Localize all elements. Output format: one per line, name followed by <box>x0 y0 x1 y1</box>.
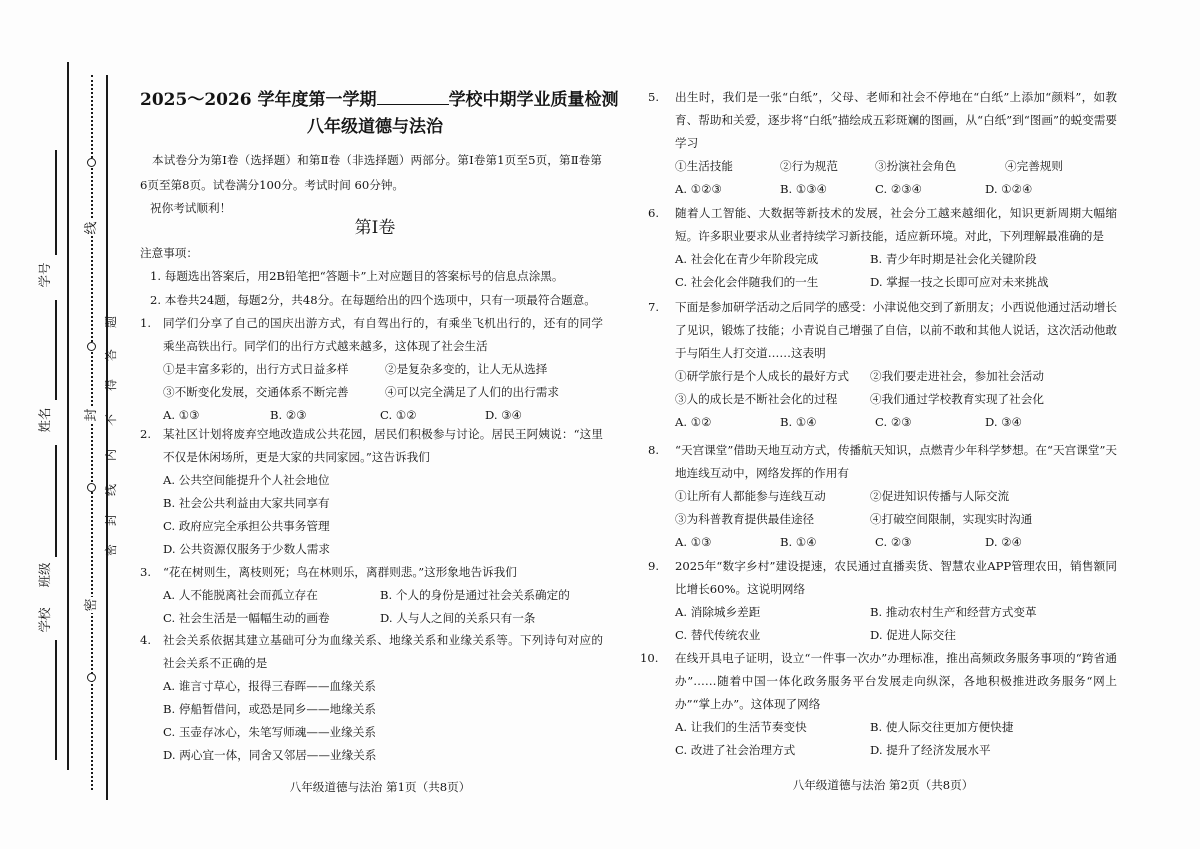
question-stem: 社会关系依据其建立基础可分为血缘关系、地缘关系和业缘关系等。下列诗句对应的社会关系不正确的是 <box>163 633 603 670</box>
exam-intro: 本试卷分为第Ⅰ卷（选择题）和第Ⅱ卷（非选择题）两部分。第Ⅰ卷第1页至5页，第Ⅱ卷第6页至第8页。试卷满分100分。考试时间 60分钟。 <box>140 153 602 192</box>
student-id-underline <box>55 150 57 255</box>
option-c: C. ①② <box>380 408 417 422</box>
statement: ③为科普教育提供最佳途径 <box>675 512 815 526</box>
option-b: B. ①④ <box>780 535 817 549</box>
margin-solid-line <box>67 62 69 770</box>
question-9 <box>648 555 1117 647</box>
seal-mark-xian: 线 <box>84 221 99 235</box>
question-stem: 随着人工智能、大数据等新技术的发展，社会分工越来越细化，知识更新周期大幅缩短。许多职业要求从业者持续学习新技能，适应新环境。对此，下列理解最准确的是 <box>675 206 1117 243</box>
statement-list <box>675 155 1117 178</box>
page-footer: 八年级道德与法治 第1页（共8页） <box>289 780 471 794</box>
question-5 <box>648 86 1117 201</box>
option-d: D. 公共资源仅服务于少数人需求 <box>163 542 330 556</box>
option-list <box>675 411 1117 434</box>
question-stem: 下面是参加研学活动之后同学的感受：小津说他交到了新朋友；小西说他通过活动增长了见识，锻炼了技能；小青说自己增强了自信，以前不敢和其他人说话，这次活动他敢于与陌生人打交道……这表明 <box>675 300 1117 360</box>
statement: ③不断变化发展，交通体系不断完善 <box>163 385 349 399</box>
question-stem: 出生时，我们是一张“白纸”，父母、老师和社会不停地在“白纸”上添加“颜料”，如教育、帮助和关爱，逐步将“白纸”描绘成五彩斑斓的图画，从“白纸”到“图画”的蜕变需要学习 <box>675 90 1117 150</box>
option-d: D. ③④ <box>985 415 1023 429</box>
statement: ①让所有人都能参与连线互动 <box>675 489 826 503</box>
school-underline <box>55 640 57 760</box>
option-b: B. ②③ <box>270 408 307 422</box>
option-list <box>675 178 1117 201</box>
seal-mark-mi: 密 <box>84 598 99 612</box>
statement: ④可以完全满足了人们的出行需求 <box>385 385 559 399</box>
question-number: 3. <box>140 565 152 579</box>
notice-heading: 注意事项： <box>140 246 198 260</box>
class-underline <box>55 445 57 557</box>
option-list <box>675 248 1117 294</box>
option-a: A. ①③ <box>675 535 712 549</box>
warning-char: 线 <box>104 484 118 497</box>
option-list <box>163 584 603 630</box>
name-underline <box>55 300 57 400</box>
student-id-label: 学号 <box>37 262 52 288</box>
seal-circle <box>87 673 96 682</box>
question-stem: 同学们分享了自己的国庆出游方式，有自驾出行的，有乘坐飞机出行的，还有的同学乘坐高铁出行。同学们的出行方式越来越多，这体现了社会生活 <box>163 316 603 353</box>
option-d: D. 掌握一技之长即可应对未来挑战 <box>870 275 1049 289</box>
option-b: B. 个人的身份是通过社会关系确定的 <box>380 588 570 602</box>
option-a: A. 人不能脱离社会而孤立存在 <box>163 588 318 602</box>
statement: ①研学旅行是个人成长的最好方式 <box>675 369 849 383</box>
option-c: C. ②③ <box>875 415 912 429</box>
option-a: A. ①②③ <box>675 182 722 196</box>
margin-inner-line <box>106 75 108 800</box>
statement: ②行为规范 <box>780 159 838 173</box>
question-number: 5. <box>648 90 660 104</box>
question-number: 9. <box>648 559 660 573</box>
option-b: B. 使人际交往更加方便快捷 <box>870 720 1014 734</box>
seal-circle <box>87 483 96 492</box>
exam-title-suffix: 学校中期学业质量检测 <box>448 90 619 110</box>
option-a: A. 消除城乡差距 <box>675 605 761 619</box>
option-a: A. 谁言寸草心，报得三春晖——血缘关系 <box>163 679 376 693</box>
warning-char: 封 <box>104 514 118 527</box>
option-c: C. ②③④ <box>875 182 923 196</box>
statement-list <box>163 358 603 404</box>
question-number: 2. <box>140 427 152 441</box>
option-b: B. 停船暂借问，或恐是同乡——地缘关系 <box>163 702 376 716</box>
warning-char: 密 <box>104 544 118 557</box>
question-3 <box>140 561 603 630</box>
warning-char: 不 <box>104 414 118 427</box>
option-c: C. 玉壶存冰心，朱笔写师魂——业缘关系 <box>163 725 376 739</box>
option-d: D. 提升了经济发展水平 <box>870 743 991 757</box>
exam-title <box>140 88 619 112</box>
option-d: D. ②④ <box>985 535 1023 549</box>
section-title: 第Ⅰ卷 <box>354 218 396 238</box>
option-a: A. 社会化在青少年阶段完成 <box>675 252 819 266</box>
question-number: 6. <box>648 206 660 220</box>
question-stem: 在线开具电子证明，设立“一件事一次办”办理标准，推出高频政务服务事项的“跨省通办”……随着中国一体化政务服务平台发展走向纵深，各地积极推进政务服务“网上办”“掌上办”。这体现了网络 <box>675 651 1117 711</box>
question-4 <box>140 629 603 767</box>
school-name-blank <box>377 88 449 105</box>
question-number: 7. <box>648 300 660 314</box>
question-10 <box>640 647 1117 762</box>
statement-list <box>675 485 1117 531</box>
option-c: C. 社会生活是一幅幅生动的画卷 <box>163 611 330 625</box>
statement: ④完善规则 <box>1005 159 1063 173</box>
option-d: D. 两心宜一体，同舍又邻居——业缘关系 <box>163 748 377 762</box>
question-1 <box>140 312 603 427</box>
question-number: 1. <box>140 316 152 330</box>
option-b: B. 社会公共利益由大家共同享有 <box>163 496 330 510</box>
seal-circle <box>87 342 96 351</box>
option-d: D. ③④ <box>485 408 523 422</box>
question-number: 4. <box>140 633 152 647</box>
statement: ④打破空间限制，实现实时沟通 <box>870 512 1033 526</box>
option-c: C. 社会化会伴随我们的一生 <box>675 275 819 289</box>
option-b: B. ①④ <box>780 415 817 429</box>
statement: ③人的成长是不断社会化的过程 <box>675 392 838 406</box>
name-label: 姓名 <box>37 407 52 433</box>
option-c: C. 改进了社会治理方式 <box>675 743 796 757</box>
statement: ③扮演社会角色 <box>875 159 957 173</box>
statement: ②是复杂多变的，让人无从选择 <box>385 362 548 376</box>
question-7 <box>648 296 1117 434</box>
statement: ②我们要走进社会，参加社会活动 <box>870 369 1044 383</box>
option-a: A. ①② <box>675 415 712 429</box>
statement: ②促进知识传播与人际交流 <box>870 489 1010 503</box>
seal-dotted-line <box>91 75 93 790</box>
option-a: A. 公共空间能提升个人社会地位 <box>163 473 330 487</box>
warning-char: 内 <box>104 449 118 462</box>
question-8 <box>648 439 1117 554</box>
option-b: B. ①③④ <box>780 182 828 196</box>
seal-mark-feng: 封 <box>84 408 99 422</box>
question-stem: 某社区计划将废弃空地改造成公共花园，居民们积极参与讨论。居民王阿姨说：“这里不仅是休闲场所，更是大家的共同家园。”这告诉我们 <box>163 427 603 464</box>
seal-circle <box>87 158 96 167</box>
warning-char: 得 <box>104 379 118 392</box>
option-b: B. 推动农村生产和经营方式变革 <box>870 605 1037 619</box>
school-label: 学校 <box>37 607 52 633</box>
question-number: 10. <box>640 651 659 665</box>
question-stem: “花在树则生，离枝则死；鸟在林则乐，离群则悲。”这形象地告诉我们 <box>163 565 517 579</box>
option-a: A. ①③ <box>163 408 200 422</box>
question-6 <box>648 202 1117 294</box>
option-b: B. 青少年时期是社会化关键阶段 <box>870 252 1037 266</box>
warning-char: 答 <box>104 349 118 362</box>
page-footer: 八年级道德与法治 第2页（共8页） <box>792 778 974 792</box>
option-list <box>675 716 1117 762</box>
option-a: A. 让我们的生活节奏变快 <box>675 720 807 734</box>
statement: ①生活技能 <box>675 159 733 173</box>
class-label: 班级 <box>37 562 52 588</box>
question-2 <box>140 423 603 561</box>
exam-title-prefix: 2025～2026 学年度第一学期 <box>140 90 377 110</box>
warning-char: 题 <box>104 316 118 329</box>
option-c: C. 替代传统农业 <box>675 628 761 642</box>
option-c: C. 政府应完全承担公共事务管理 <box>163 519 330 533</box>
option-list <box>675 601 1117 647</box>
option-d: D. ①②④ <box>985 182 1033 196</box>
statement: ④我们通过学校教育实现了社会化 <box>870 392 1044 406</box>
statement: ①是丰富多彩的，出行方式日益多样 <box>163 362 349 376</box>
option-d: D. 人与人之间的关系只有一条 <box>380 611 536 625</box>
exam-wish: 祝你考试顺利！ <box>150 201 232 215</box>
option-d: D. 促进人际交往 <box>870 628 956 642</box>
question-stem: 2025年“数字乡村”建设提速，农民通过直播卖货、智慧农业APP管理农田，销售额同比增长60%。这说明网络 <box>675 559 1117 596</box>
notice-item: 1. 每题选出答案后，用2B铅笔把“答题卡”上对应题目的答案标号的信息点涂黑。 <box>150 269 564 283</box>
subject-title: 八年级道德与法治 <box>307 117 443 137</box>
option-list <box>675 531 1117 554</box>
question-number: 8. <box>648 443 660 457</box>
option-c: C. ②③ <box>875 535 912 549</box>
question-stem: “天宫课堂”借助天地互动方式，传播航天知识，点燃青少年科学梦想。在“天宫课堂”天地连线互动中，网络发挥的作用有 <box>675 443 1117 480</box>
statement-list <box>675 365 1117 411</box>
notice-item: 2. 本卷共24题，每题2分，共48分。在每题给出的四个选项中，只有一项最符合题意。 <box>150 293 596 307</box>
